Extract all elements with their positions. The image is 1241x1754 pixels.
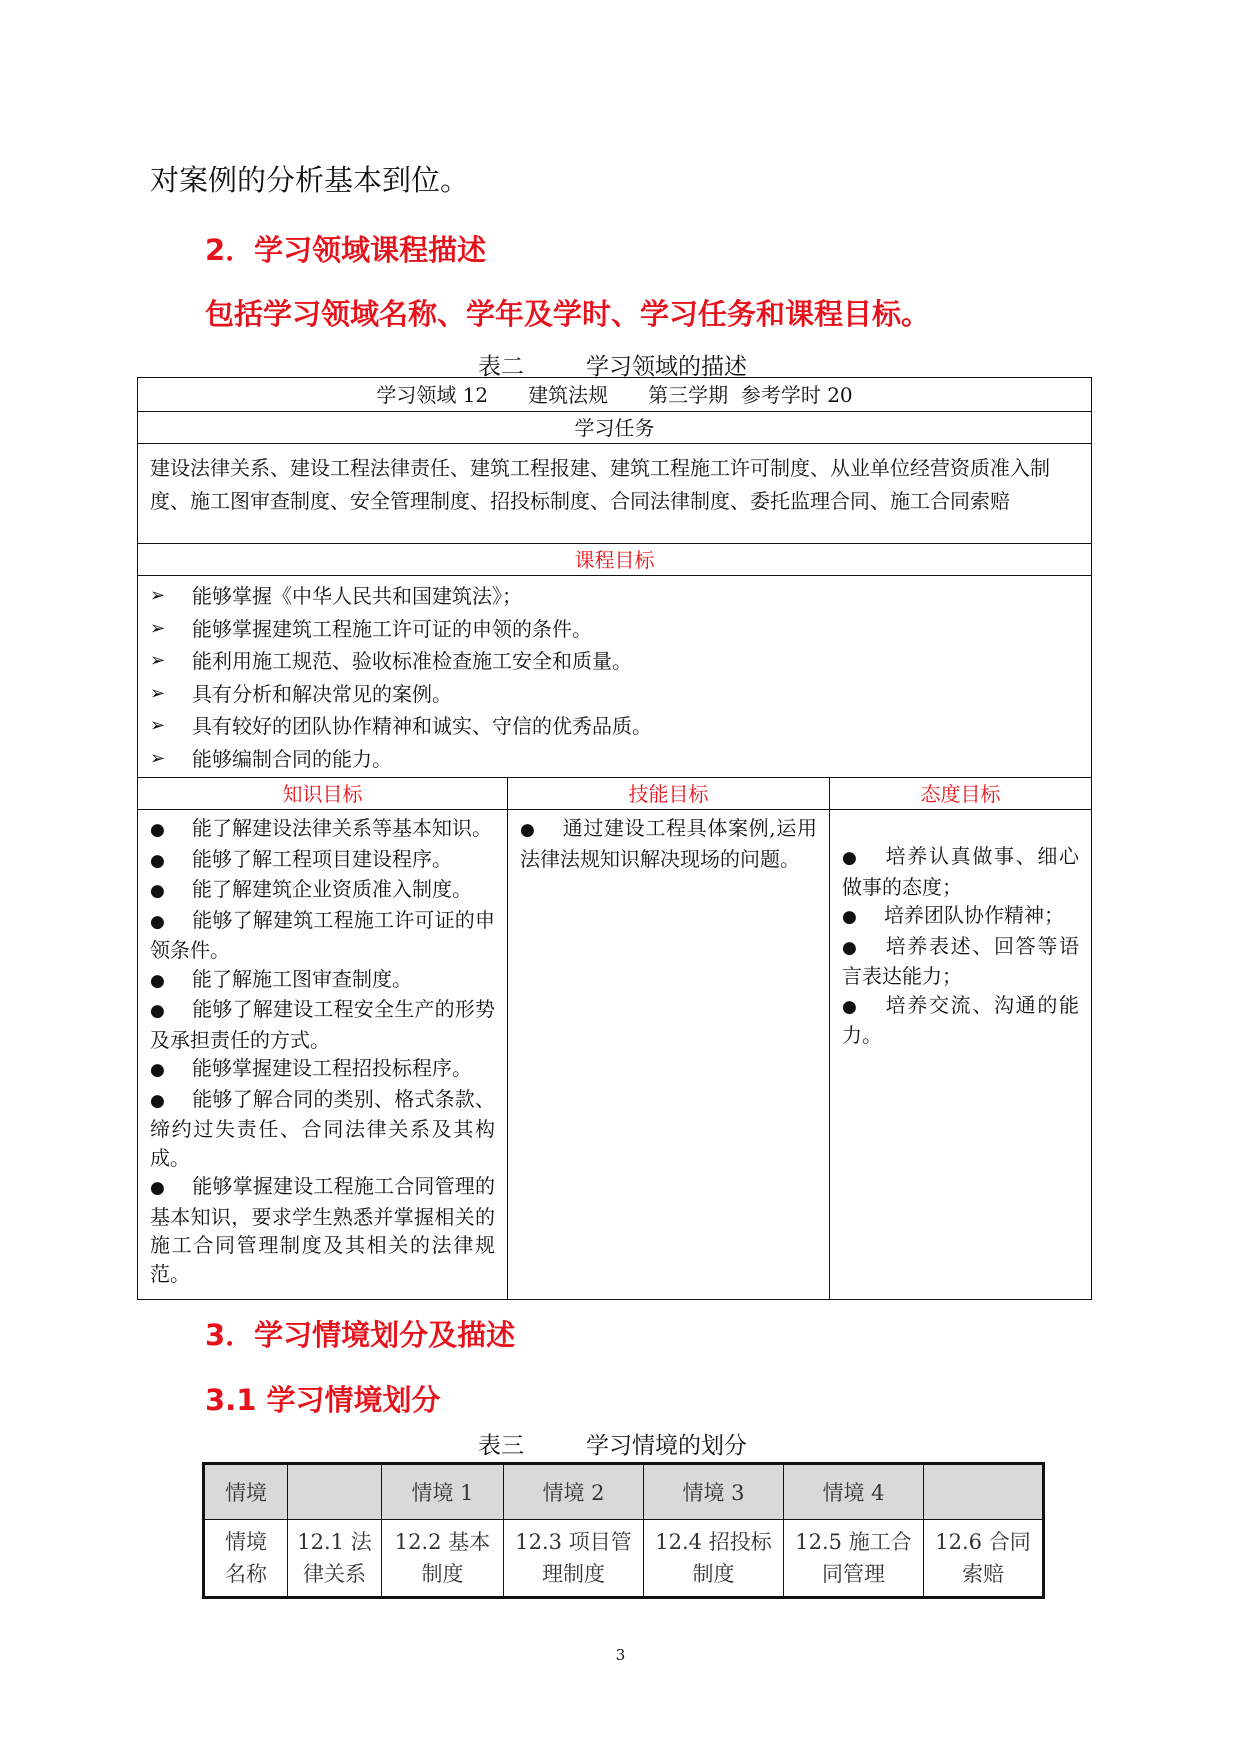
attitude-goals-list <box>842 838 1079 1050</box>
header-cell <box>924 1464 1044 1520</box>
knowledge-item: ● 能够了解建筑工程施工许可证的申领条件。 <box>150 907 495 962</box>
tasks-label: 学习任务 <box>138 412 1092 444</box>
table-3-names-row <box>204 1520 1044 1598</box>
arrow-bullet-icon: ➢ <box>150 682 166 704</box>
attitude-item: ● 培养交流、沟通的能力。 <box>842 992 1079 1047</box>
learning-situation-table <box>202 1462 1045 1599</box>
skill-goals-header: 技能目标 <box>508 778 830 810</box>
bullet-dot-icon: ● <box>150 1178 165 1198</box>
situation-name-cell: 12.5 施工合同管理 <box>784 1520 924 1598</box>
arrow-bullet-icon: ➢ <box>150 715 166 736</box>
knowledge-goals-cell <box>138 810 508 1300</box>
knowledge-item: ● 能了解建设法律关系等基本知识。 <box>150 814 495 845</box>
bullet-dot-icon: ● <box>842 848 857 868</box>
goal-item: ➢ 能够掌握建筑工程施工许可证的申领的条件。 <box>150 613 1079 646</box>
situation-name-cell: 12.1 法律关系 <box>288 1520 382 1598</box>
arrow-bullet-icon: ➢ <box>150 585 166 606</box>
section-3-heading: 3．学习情境划分及描述 <box>205 1318 516 1352</box>
skill-item: ● 通过建设工程具体案例,运用法律法规知识解决现场的问题。 <box>520 816 817 871</box>
situation-name-cell: 12.2 基本制度 <box>382 1520 504 1598</box>
knowledge-item: ● 能够掌握建设工程施工合同管理的基本知识，要求学生熟悉并掌握相关的施工合同管理制度及其相关的法律规范。 <box>150 1174 495 1286</box>
goals-list <box>150 576 1079 777</box>
goals-label: 课程目标 <box>138 544 1092 576</box>
knowledge-item: ● 能够了解建设工程安全生产的形势及承担责任的方式。 <box>150 997 495 1052</box>
table-3-caption <box>478 1427 747 1460</box>
bullet-dot-icon: ● <box>150 1060 165 1080</box>
bullet-dot-icon: ● <box>150 911 165 932</box>
knowledge-goals-list <box>150 810 495 1288</box>
header-cell: 情境 3 <box>644 1464 784 1520</box>
arrow-bullet-icon: ➢ <box>150 617 166 639</box>
goal-item: ➢ 能够编制合同的能力。 <box>150 743 1079 776</box>
bullet-dot-icon: ● <box>150 1090 165 1111</box>
goal-item: ➢ 能利用施工规范、验收标准检查施工安全和质量。 <box>150 645 1079 678</box>
goal-item: ➢ 具有较好的团队协作精神和诚实、守信的优秀品质。 <box>150 710 1079 743</box>
bullet-dot-icon: ● <box>842 907 857 927</box>
arrow-bullet-icon: ➢ <box>150 747 166 769</box>
situation-name-cell: 12.6 合同索赔 <box>924 1520 1044 1598</box>
table-3-caption-title: 学习情境的划分 <box>586 1433 747 1459</box>
section-2-heading: 2．学习领域课程描述 <box>205 233 487 267</box>
bullet-dot-icon: ● <box>150 970 165 991</box>
goals-cell <box>138 576 1092 778</box>
knowledge-item: ● 能了解建筑企业资质准入制度。 <box>150 875 495 906</box>
situation-name-cell: 12.4 招投标制度 <box>644 1520 784 1598</box>
header-cell: 情境 4 <box>784 1464 924 1520</box>
attitude-item: ● 培养团队协作精神； <box>842 901 1079 932</box>
table-2-caption-number: 表二 <box>478 354 524 380</box>
bullet-dot-icon: ● <box>150 881 165 901</box>
situation-name-cell: 12.3 项目管理制度 <box>504 1520 644 1598</box>
table-3-caption-number: 表三 <box>478 1433 524 1459</box>
learning-area-header: 学习领域 12 建筑法规 第三学期 参考学时 20 <box>138 378 1092 412</box>
header-cell: 情境 2 <box>504 1464 644 1520</box>
header-cell <box>288 1464 382 1520</box>
header-cell: 情境 1 <box>382 1464 504 1520</box>
table-3-header-row <box>204 1464 1044 1520</box>
section-2-description: 包括学习领域名称、学年及学时、学习任务和课程目标。 <box>205 297 931 331</box>
bullet-dot-icon: ● <box>150 1001 165 1021</box>
tasks-text: 建设法律关系、建设工程法律责任、建筑工程报建、建筑工程施工许可制度、从业单位经营资质准入制度、施工图审查制度、安全管理制度、招投标制度、合同法律制度、委托监理合同、施工合同索赔 <box>138 444 1092 544</box>
attitude-item: ● 培养表述、回答等语言表达能力； <box>842 933 1079 988</box>
bullet-dot-icon: ● <box>842 996 857 1017</box>
attitude-goals-cell <box>830 810 1092 1300</box>
learning-area-description-table <box>137 377 1092 1300</box>
attitude-item: ● 培养认真做事、细心做事的态度； <box>842 844 1079 899</box>
goal-item: ➢ 能够掌握《中华人民共和国建筑法》； <box>150 580 1079 613</box>
bullet-dot-icon: ● <box>150 820 165 840</box>
intro-paragraph: 对案例的分析基本到位。 <box>150 163 470 197</box>
knowledge-goals-header: 知识目标 <box>138 778 508 810</box>
knowledge-item: ● 能了解施工图审查制度。 <box>150 965 495 996</box>
row-label-cell: 情境名称 <box>204 1520 288 1598</box>
bullet-dot-icon: ● <box>150 850 165 871</box>
knowledge-item: ● 能够了解合同的类别、格式条款、缔约过失责任、合同法律关系及其构成。 <box>150 1086 495 1170</box>
knowledge-item: ● 能够了解工程项目建设程序。 <box>150 845 495 876</box>
skill-goals-list <box>520 810 817 873</box>
arrow-bullet-icon: ➢ <box>150 650 166 671</box>
knowledge-item: ● 能够掌握建设工程招投标程序。 <box>150 1054 495 1085</box>
skill-goals-cell <box>508 810 830 1300</box>
table-2-caption-title: 学习领域的描述 <box>586 354 747 380</box>
goal-item: ➢ 具有分析和解决常见的案例。 <box>150 678 1079 711</box>
section-3-1-heading: 3.1 学习情境划分 <box>205 1383 441 1417</box>
attitude-goals-header: 态度目标 <box>830 778 1092 810</box>
page-number: 3 <box>615 1646 626 1664</box>
bullet-dot-icon: ● <box>520 820 535 840</box>
header-cell: 情境 <box>204 1464 288 1520</box>
bullet-dot-icon: ● <box>842 937 857 958</box>
